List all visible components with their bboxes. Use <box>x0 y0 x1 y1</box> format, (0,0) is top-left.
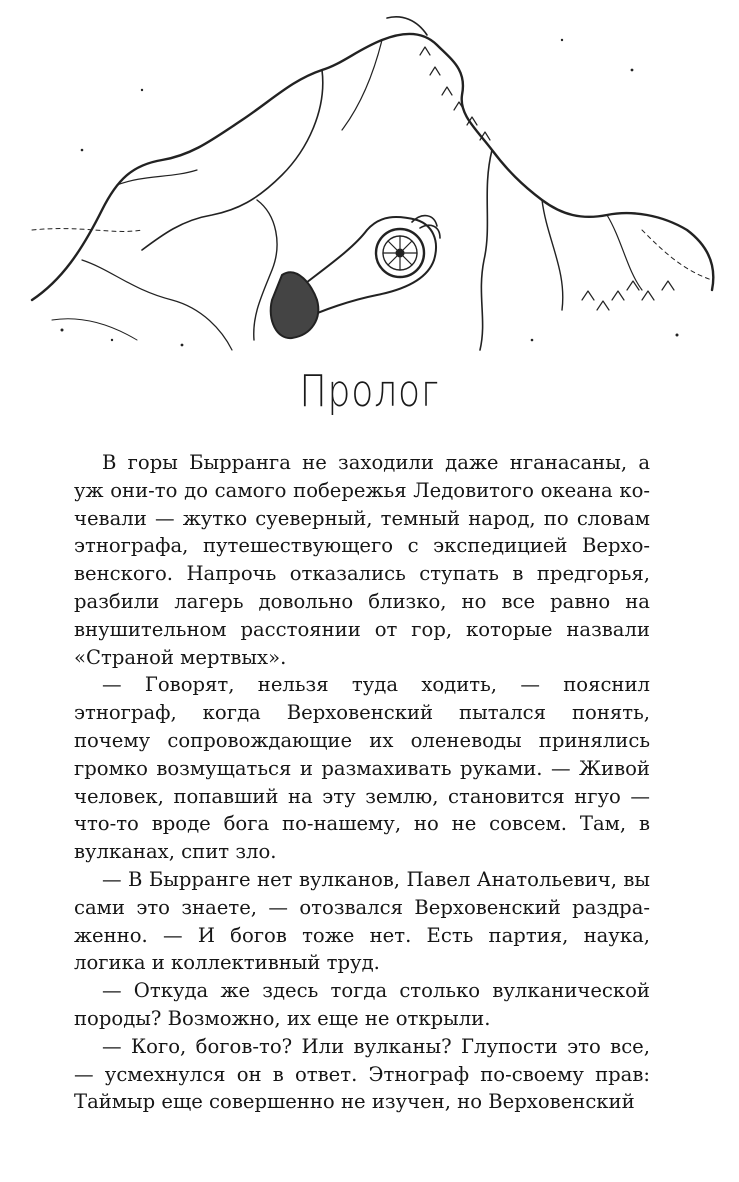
map-illustration <box>22 0 722 365</box>
paragraph: В горы Бырранга не заходили даже нганасаны, а уж они-то до самого побережья Ледовитого океана кочевали — жутко суеверный, темный народ, по словам этнографа, путешествующего с экспедицией Верховенского. Напрочь отказались ступать в предгорья, разбили лагерь довольно близко, но все равно на внушительном расстоянии от гор, которые назвали «Страной мертвых». <box>74 451 650 669</box>
body-text <box>74 449 650 1116</box>
map-drawing-icon <box>22 0 722 365</box>
hand-with-compass-icon <box>271 216 440 339</box>
paragraph: — Говорят, нельзя туда ходить, — пояснил этнограф, когда Верховенский пытался понять, почему сопровождающие их оленеводы принялись громко возмущаться и размахивать руками. — Живой человек, попавший на эту землю, становится нгуо — что-то вроде бога по-нашему, но не совсем. Там, в вулканах, спит зло. <box>74 673 650 864</box>
chapter-title: Пролог <box>299 366 440 417</box>
paragraph: — В Бырранге нет вулканов, Павел Анатольевич, вы сами это знаете, — отозвался Верховенский раздраженно. — И богов тоже нет. Есть партия, наука, логика и коллективный труд. <box>74 867 650 975</box>
paragraph: — Кого, богов-то? Или вулканы? Глупости это все, — усмехнулся он в ответ. Этнограф по-своему прав: Таймыр еще совершенно не изучен, но Верховенский <box>74 1034 650 1114</box>
paragraph: — Откуда же здесь тогда столько вулканической породы? Возможно, их еще не открыли. <box>74 979 650 1030</box>
